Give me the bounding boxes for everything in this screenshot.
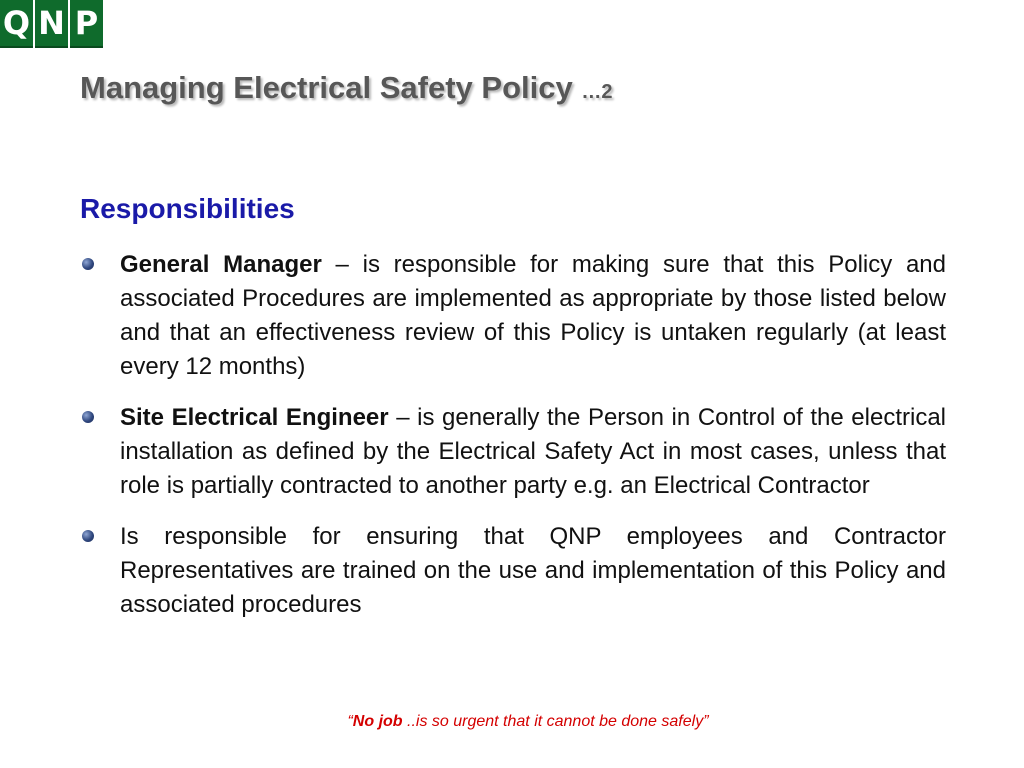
- bullet-item: [80, 520, 946, 622]
- safety-quote: [0, 713, 1024, 731]
- logo-letter-n: N: [35, 0, 68, 48]
- bullet-text: [120, 520, 946, 622]
- bullet-text: [120, 401, 946, 503]
- qnp-logo: [0, 0, 105, 48]
- bullet-text: [120, 248, 946, 384]
- bullet-body: – is responsible for making sure that this Policy and associated Procedures are implemented as appropriate by those listed below and that an effectiveness review of this Policy is untaken regularly (at least every 12 months): [120, 251, 947, 380]
- logo-letter-p: P: [70, 0, 103, 48]
- bullet-body: Is responsible for ensuring that QNP employees and Contractor Representatives are trained on the use and implementation of this Policy and associated procedures: [120, 523, 946, 618]
- bullet-body: – is generally the Person in Control of the electrical installation as defined by the Electrical Safety Act in most cases, unless that role is partially contracted to another party e.g. an Electrical Contractor: [120, 404, 946, 499]
- slide-title-suffix: …2: [581, 81, 613, 103]
- bullet-item: [80, 401, 946, 503]
- slide-title: [80, 70, 612, 106]
- bullet-dot-icon: [80, 248, 120, 282]
- bullet-dot-icon: [80, 401, 120, 435]
- logo-letter-q: Q: [0, 0, 33, 48]
- quote-bold: No job: [352, 713, 403, 730]
- quote-open-mark: “: [347, 713, 353, 730]
- bullet-dot-icon: [80, 520, 120, 554]
- bullet-lead: General Manager: [120, 251, 322, 278]
- bullet-lead: Site Electrical Engineer: [120, 404, 389, 431]
- bullet-item: [80, 248, 946, 384]
- slide-title-text: Managing Electrical Safety Policy: [80, 70, 573, 105]
- section-heading: Responsibilities: [80, 193, 295, 224]
- quote-rest: ..is so urgent that it cannot be done safely”: [402, 713, 709, 730]
- bullet-list: [80, 248, 946, 639]
